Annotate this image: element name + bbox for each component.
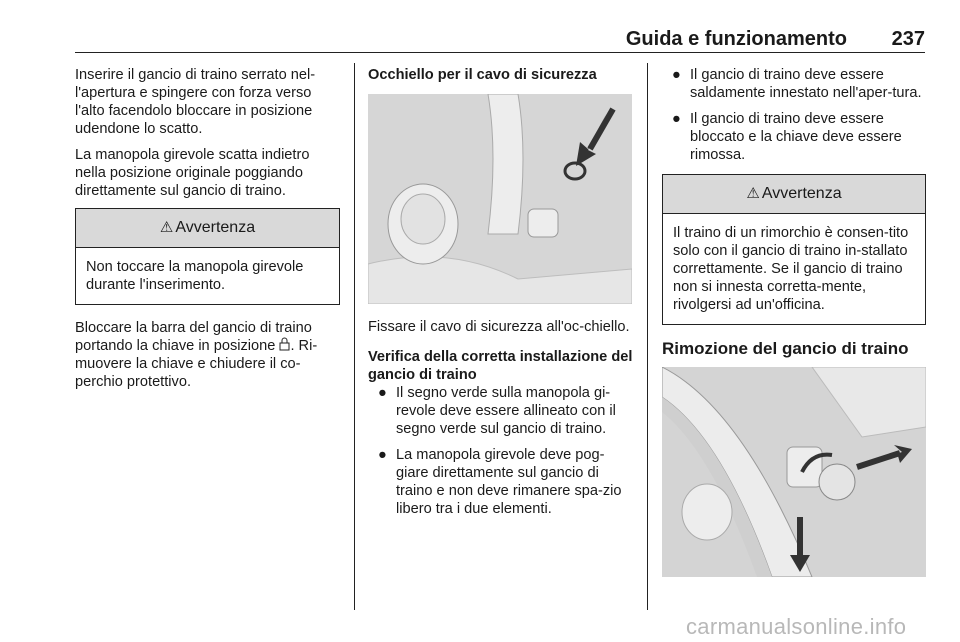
column-3 [662,66,926,577]
column-2 [368,66,634,526]
watermark: carmanualsonline.info [686,614,907,639]
warning-triangle-icon: ⚠ [159,219,174,236]
list-item: ● Il segno verde sulla manopola gi-revole deve essere allineato con il segno verde sul gancio di traino. [378,385,616,437]
verification-list [368,384,634,518]
safety-cable-eye-illustration [368,94,632,304]
paragraph-lock-key: Bloccare la barra del gancio di traino portando la chiave in posizione . Ri-muovere la chiave e chiudere il co-perchio protettivo. [75,320,318,390]
lock-icon [279,338,290,354]
verification-list-continued [662,66,926,164]
warning-text: Il traino di un rimorchio è consen-tito solo con il gancio di traino in-stallato correttamente. Se il gancio di traino non si innesta corretta-mente, rivolgersi ad un'officina. [673,225,909,313]
page-header [75,28,925,53]
section-heading-safety-eye: Occhiello per il cavo di sicurezza [368,67,597,83]
warning-title: Avvertenza [761,185,842,202]
column-1 [75,66,340,399]
list-item: ● Il gancio di traino deve essere saldamente innestato nell'aper-tura. [672,67,922,101]
paragraph-insert-hook: Inserire il gancio di traino serrato nel-l'apertura e spingere con forza verso l'alto facendolo bloccare in posizione udendone lo scatto. [75,67,316,137]
warning-text: Non toccare la manopola girevole durante l'inserimento. [86,259,304,293]
warning-box [662,174,926,325]
column-divider-2 [647,63,648,610]
paragraph-knob-return: La manopola girevole scatta indietro nella posizione originale poggiando direttamente sul gancio di traino. [75,147,310,199]
page-number: 237 [891,28,925,50]
caption-safety-cable: Fissare il cavo di sicurezza all'oc-chiello. [368,319,630,335]
warning-title: Avvertenza [175,219,256,236]
page-title: Guida e funzionamento [625,28,847,50]
list-item: ● Il gancio di traino deve essere bloccato e la chiave deve essere rimossa. [672,111,902,163]
subheading-verify-installation: Verifica della corretta installazione del gancio di traino [368,349,633,383]
warning-triangle-icon: ⚠ [746,185,760,202]
tow-hook-removal-illustration [662,367,926,577]
warning-box [75,208,340,305]
column-divider-1 [354,63,355,610]
section-heading-removal: Rimozione del gancio di traino [662,339,909,358]
warning-header [76,209,339,248]
warning-header [663,175,925,214]
list-item: ● La manopola girevole deve pog-giare direttamente sul gancio di traino e non deve rimanere spa-zio libero tra i due elementi. [378,447,622,517]
